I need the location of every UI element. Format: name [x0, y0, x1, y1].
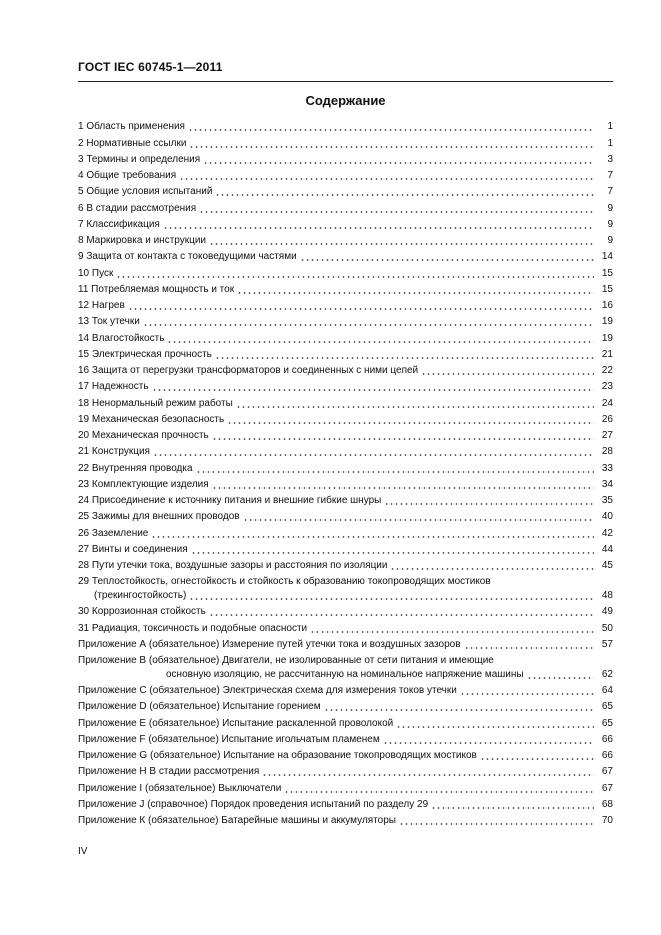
toc-entry-label: 2 Нормативные ссылки [78, 137, 187, 149]
toc-entry[interactable] [78, 713, 613, 729]
toc-entry[interactable] [78, 730, 613, 746]
toc-entry-label: 6 В стадии рассмотрения [78, 202, 197, 214]
toc-entry[interactable] [78, 523, 613, 539]
toc-entry-page: 40 [601, 511, 613, 523]
toc-entry-page: 15 [601, 267, 613, 279]
dot-leader [300, 259, 594, 261]
page-number: IV [78, 846, 88, 857]
toc-entry-label: 15 Электрическая прочность [78, 348, 212, 360]
toc-entry-label-continued: основную изоляцию, не рассчитанную на номинальное напряжение машины [166, 668, 524, 680]
toc-entry-page: 33 [601, 462, 613, 474]
toc-entry[interactable] [78, 442, 613, 458]
toc-entry[interactable] [78, 762, 613, 778]
dot-leader [179, 178, 594, 180]
toc-entry-page: 21 [601, 348, 613, 360]
toc-entry-page: 57 [601, 638, 613, 650]
toc-entry[interactable] [78, 572, 613, 602]
toc-entry-label-continued: (трекингостойкость) [94, 590, 187, 601]
toc-entry-page: 45 [601, 560, 613, 571]
dot-leader [215, 194, 594, 196]
toc-entry[interactable] [78, 247, 613, 263]
toc-entry-label: 20 Механическая прочность [78, 430, 209, 441]
toc-entry[interactable] [78, 393, 613, 409]
dot-leader [236, 406, 594, 408]
title-text: Содержание [305, 93, 386, 108]
toc-entry-page: 66 [601, 750, 613, 761]
toc-entry[interactable] [78, 778, 613, 794]
toc-entry-label: Приложение F (обязательное) Испытание игольчатым пламенем [78, 733, 380, 745]
page-title [0, 92, 661, 110]
dot-leader [383, 742, 594, 744]
toc-entry-label: Приложение Е (обязательное) Испытание раскаленной проволокой [78, 717, 394, 729]
toc-entry-page: 19 [601, 332, 613, 344]
dot-leader [431, 807, 594, 809]
toc-entry-page: 67 [601, 766, 613, 778]
dot-leader [167, 341, 594, 343]
toc-entry-page: 9 [607, 218, 613, 230]
toc-entry-label: 4 Общие требования [78, 170, 177, 181]
dot-leader [191, 552, 594, 554]
toc-entry[interactable] [78, 618, 613, 634]
toc-entry[interactable] [78, 150, 613, 166]
toc-entry-label: 11 Потребляемая мощность и ток [78, 283, 235, 295]
toc-entry[interactable] [78, 410, 613, 426]
dot-leader [460, 693, 594, 695]
toc-entry-page: 48 [601, 590, 613, 601]
toc-entry-label: Приложение G (обязательное) Испытание на образование токопроводящих мостиков [78, 750, 477, 761]
toc-entry-page: 3 [607, 153, 613, 165]
toc-entry-page: 7 [607, 170, 613, 181]
toc-entry-label: 17 Надежность [78, 381, 149, 393]
toc-entry-page: 67 [601, 782, 613, 794]
toc-entry[interactable] [78, 651, 613, 681]
toc-entry-label: 28 Пути утечки тока, воздушные зазоры и расстояния по изоляции [78, 560, 388, 571]
dot-leader [284, 791, 594, 793]
toc-entry[interactable] [78, 263, 613, 279]
toc-entry-label: 18 Ненормальный режим работы [78, 397, 233, 409]
toc-entry-label: 23 Комплектующие изделия [78, 478, 209, 490]
toc-entry-page: 28 [601, 446, 613, 458]
toc-entry-page: 22 [601, 365, 613, 376]
toc-entry-label: Приложение I (обязательное) Выключатели [78, 782, 282, 794]
toc-entry-label: Приложение К (обязательное) Батарейные машины и аккумуляторы [78, 815, 396, 826]
dot-leader [390, 568, 594, 570]
dot-leader [189, 146, 594, 148]
toc-entry-page: 9 [607, 202, 613, 214]
dot-leader [384, 503, 594, 505]
dot-leader [324, 709, 594, 711]
dot-leader [143, 324, 594, 326]
dot-leader [152, 389, 594, 391]
toc-entry-label: 8 Маркировка и инструкции [78, 235, 207, 246]
toc-entry[interactable] [78, 635, 613, 651]
toc-entry-page: 34 [601, 478, 613, 490]
toc-entry-page: 68 [601, 798, 613, 810]
dot-leader [203, 162, 594, 164]
dot-leader [262, 774, 594, 776]
toc-entry[interactable] [78, 312, 613, 328]
dot-leader [153, 454, 594, 456]
dot-leader [151, 536, 594, 538]
toc-entry[interactable] [78, 231, 613, 247]
toc-entry-page: 62 [601, 668, 613, 680]
toc-entry-page: 19 [601, 316, 613, 328]
toc-entry-label: 30 Коррозионная стойкость [78, 606, 206, 618]
dot-leader [209, 614, 594, 616]
toc-entry[interactable] [78, 361, 613, 377]
toc-entry[interactable] [78, 475, 613, 491]
dot-leader [116, 276, 594, 278]
toc-entry-page: 66 [601, 733, 613, 745]
toc-entry-label: 19 Механическая безопасность [78, 413, 225, 425]
toc-entry-label: 7 Классификация [78, 218, 160, 230]
toc-entry-page: 1 [607, 137, 613, 149]
toc-entry-label: 1 Область применения [78, 121, 185, 133]
dot-leader [421, 373, 594, 375]
toc-entry-label: 21 Конструкция [78, 446, 150, 458]
toc-entry-label: 22 Внутренняя проводка [78, 462, 193, 474]
toc-entry[interactable] [78, 697, 613, 713]
dot-leader [212, 438, 594, 440]
toc-entry-label: 14 Влагостойкость [78, 332, 165, 344]
toc-entry-label: 9 Защита от контакта с токоведущими частями [78, 251, 297, 263]
toc-entry[interactable] [78, 507, 613, 523]
toc-entry-page: 14 [601, 251, 613, 263]
dot-leader [196, 471, 594, 473]
toc-entry-label: 5 Общие условия испытаний [78, 186, 213, 198]
toc-entry[interactable] [78, 746, 613, 762]
toc-entry-label: 12 Нагрев [78, 300, 125, 311]
dot-leader [237, 292, 594, 294]
toc-entry-label: Приложение D (обязательное) Испытание горением [78, 701, 321, 713]
toc-entry[interactable] [78, 215, 613, 231]
toc-entry[interactable] [78, 377, 613, 393]
table-of-contents [78, 117, 613, 827]
dot-leader [189, 598, 594, 600]
toc-entry-label: 27 Винты и соединения [78, 543, 188, 555]
toc-entry-label: 29 Теплостойкость, огнестойкость и стойкость к образованию токопроводящих мостиков [78, 576, 491, 587]
dot-leader [310, 631, 594, 633]
toc-entry[interactable] [78, 198, 613, 214]
toc-entry-label: 10 Пуск [78, 267, 114, 279]
toc-entry-page: 44 [601, 543, 613, 555]
dot-leader [128, 308, 594, 310]
toc-entry[interactable] [78, 280, 613, 296]
toc-entry[interactable] [78, 458, 613, 474]
toc-entry-page: 23 [601, 381, 613, 393]
toc-entry-label: Приложение В (обязательное) Двигатели, не изолированные от сети питания и имеющие [78, 654, 494, 666]
toc-entry-label: Приложение Н В стадии рассмотрения [78, 766, 260, 778]
document-header: ГОСТ IEC 60745-1—2011 [78, 60, 223, 74]
toc-entry[interactable] [78, 795, 613, 811]
toc-entry-page: 65 [601, 701, 613, 713]
dot-leader [399, 823, 594, 825]
dot-leader [188, 129, 594, 131]
toc-entry[interactable] [78, 133, 613, 149]
toc-entry-page: 65 [601, 717, 613, 729]
dot-leader [209, 243, 594, 245]
toc-entry[interactable] [78, 491, 613, 507]
toc-entry-page: 50 [601, 622, 613, 634]
toc-entry[interactable] [78, 811, 613, 827]
dot-leader [464, 647, 594, 649]
toc-entry-label: 31 Радиация, токсичность и подобные опасности [78, 622, 308, 634]
toc-entry-page: 42 [601, 527, 613, 539]
dot-leader [243, 519, 594, 521]
toc-entry-page: 15 [601, 283, 613, 295]
dot-leader [199, 211, 594, 213]
toc-entry-page: 70 [601, 815, 613, 826]
toc-entry-label: Приложение А (обязательное) Измерение путей утечки тока и воздушных зазоров [78, 638, 461, 650]
toc-entry[interactable] [78, 345, 613, 361]
toc-entry-label: Приложение С (обязательное) Электрическая схема для измерения токов утечки [78, 685, 457, 696]
toc-entry[interactable] [78, 681, 613, 697]
toc-entry[interactable] [78, 182, 613, 198]
toc-entry-label: 26 Заземление [78, 527, 149, 539]
toc-entry-label: 25 Зажимы для внешних проводов [78, 511, 240, 523]
toc-entry-label: 24 Присоединение к источнику питания и внешние гибкие шнуры [78, 495, 382, 506]
dot-leader [480, 758, 594, 760]
toc-entry-page: 64 [601, 685, 613, 696]
toc-entry-page: 9 [607, 235, 613, 246]
dot-leader [212, 487, 594, 489]
dot-leader [527, 677, 594, 679]
toc-entry-label: 3 Термины и определения [78, 153, 201, 165]
toc-entry-page: 27 [601, 430, 613, 441]
toc-entry[interactable] [78, 602, 613, 618]
toc-entry[interactable] [78, 296, 613, 312]
header-rule [78, 81, 613, 82]
toc-entry[interactable] [78, 556, 613, 572]
toc-entry[interactable] [78, 426, 613, 442]
toc-entry-page: 24 [601, 397, 613, 409]
toc-entry-label: 13 Ток утечки [78, 316, 140, 328]
toc-entry[interactable] [78, 166, 613, 182]
toc-entry[interactable] [78, 117, 613, 133]
toc-entry-label: Приложение J (справочное) Порядок проведения испытаний по разделу 29 [78, 798, 429, 810]
toc-entry[interactable] [78, 540, 613, 556]
toc-entry-label: 16 Защита от перегрузки трансформаторов и соединенных с ними цепей [78, 365, 419, 376]
toc-entry-page: 7 [607, 186, 613, 198]
toc-entry-page: 1 [607, 121, 613, 133]
toc-entry-page: 35 [601, 495, 613, 506]
dot-leader [215, 357, 594, 359]
dot-leader [396, 726, 594, 728]
toc-entry-page: 16 [601, 300, 613, 311]
toc-entry-page: 49 [601, 606, 613, 618]
dot-leader [163, 227, 594, 229]
toc-entry[interactable] [78, 328, 613, 344]
dot-leader [227, 422, 594, 424]
toc-entry-page: 26 [601, 413, 613, 425]
